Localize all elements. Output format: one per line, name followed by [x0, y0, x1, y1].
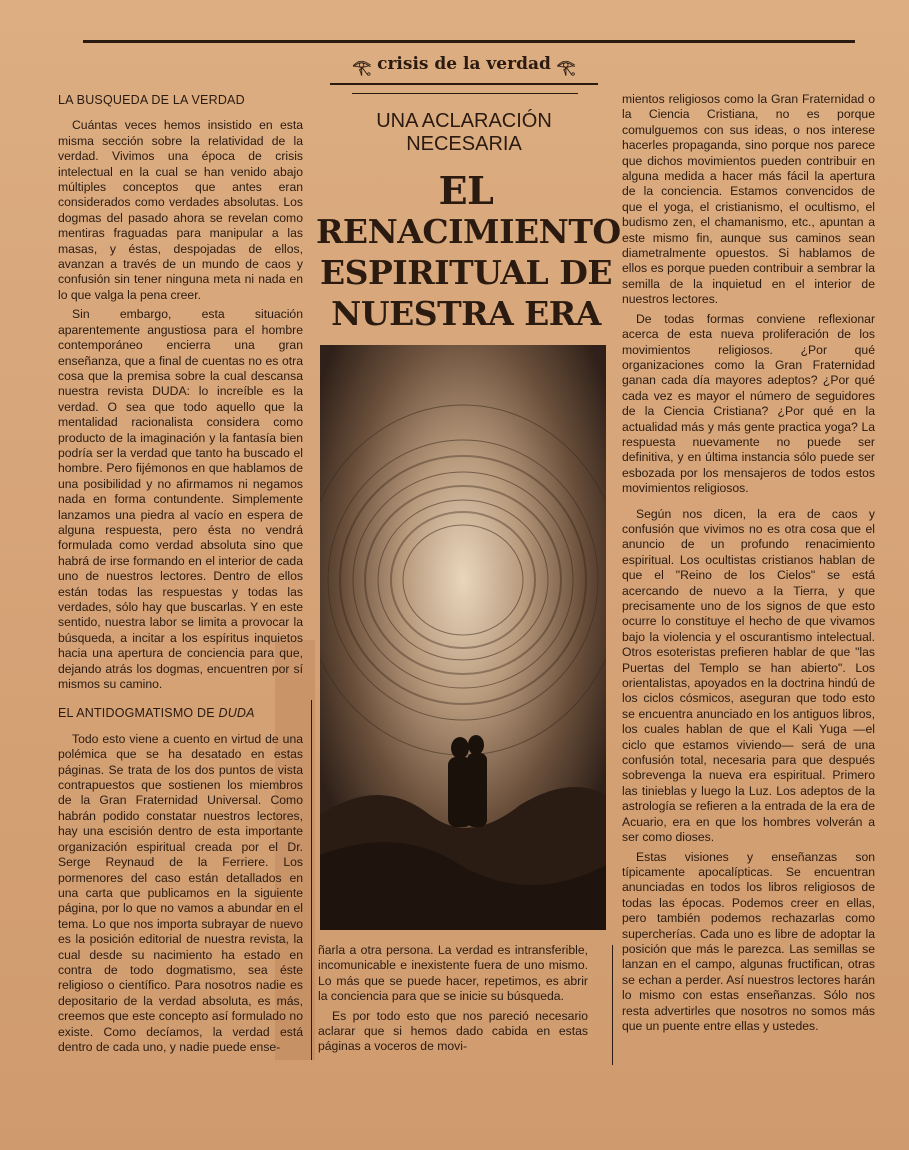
column-left: [58, 93, 303, 1059]
heading-text: EL ANTIDOGMATISMO DE: [58, 706, 219, 721]
section-header: [338, 52, 590, 80]
header-rule: [330, 83, 598, 85]
paragraph: Todo esto viene a cuento en virtud de una polémica que se ha desatado en estas páginas. Se trata de los dos puntos de vista contrapuestos que sostienen los miembros de la Gran Fraternidad Universal. Como habrán podido constatar nuestros lectores, hay una escisión dentro de esta importante organización espiritual creada por el Dr. Serge Reynaud de la Ferriere. Los pormenores del caso están detallados en una carta que publicamos en la siguiente página, por lo que no vamos a abundar en el tema. Lo que nos importa subrayar de nuevo es la posición editorial de nuestra revista, la cual desde su nacimiento ha estado en contra de todo dogmatismo, sea éste religioso o científico. Para nosotros nadie es depositario de la verdad absoluta, es más, creemos que este concepto así formulado no existe. Como decíamos, la verdad está dentro de cada uno, y nadie puede ense-: [58, 731, 303, 1054]
column-divider: [612, 945, 613, 1065]
top-rule: [83, 40, 855, 43]
eye-of-horus-icon: 𓂀: [352, 58, 372, 76]
paragraph: Estas visiones y enseñanzas son típicamente apocalípticas. Se encuentran anunciadas en todos los libros religiosos de todas las épocas. Podemos creer en ellas, pero también podemos rechazarlas como supercherías. Cada uno es libre de adoptar la posición que más le parezca. Las semillas se lanzan en el campo, algunas fructifican, otras se echan a perder. Así nuestros lectores harán lo mismo con estas enseñanzas. Sólo nos resta advertirles que nosotros no somos más que un puente entre ellas y ustedes.: [622, 849, 875, 1033]
subtitle-line: UNA ACLARACIÓN: [376, 110, 552, 132]
column-right: [622, 92, 875, 1038]
header-rule-thin: [352, 93, 578, 94]
title-line: RENACIMIENTO: [316, 212, 621, 251]
heading-busqueda: LA BUSQUEDA DE LA VERDAD: [58, 93, 245, 107]
title-line: NUESTRA ERA: [331, 294, 601, 333]
column-divider: [311, 700, 312, 1060]
paragraph: Sin embargo, esta situación aparentemente angustiosa para el hombre contemporáneo encierra una gran enseñanza, que a final de cuentas no es otra cosa que la premisa sobre la cual descansa nuestra revista DUDA: lo increíble es la verdad. O sea que todo aquello que la mentalidad racionalista considera como producto de la imaginación y la fantasía bien podría ser la verdad que tanto ha buscado el hombre. Pero fijémonos en que hablamos de una posibilidad y no afirmamos ni negamos nada en forma contundente. Simplemente lanzamos una piedra al vacío en espera de alguna respuesta, pero ésta no vendrá formulada como verdad absoluta sino que habrá de irse formando en el interior de cada uno de nuestros lectores. Dentro de ellos están todas las respuestas y todas las verdades, sólo hay que buscarlas. Y en este sentido, nuestra labor se limita a provocar la búsqueda, a incitar a los espíritus inquietos hacia una apertura de conciencia para que, dejando atrás los dogmas, encuentren por sí mismos su camino.: [58, 307, 303, 692]
paragraph: mientos religiosos como la Gran Fraternidad o la Ciencia Cristiana, no es porque comulguemos con sus ideas, o nos interese hacerles propaganda, sino porque nos parece que dichos movimientos pueden contribuir en alguna medida a hacer más fácil la apertura de la conciencia. Estamos convencidos de que el yoga, el cristianismo, el ocultismo, el budismo zen, el chamanismo, etc., apuntan a este mismo fin, aunque sus caminos sean diametralmente opuestos. Si hablamos de ellos es porque pueden contribuir a sembrar la semilla de la inquietud en el interior de nuestros lectores.: [622, 92, 875, 307]
article-title: [316, 168, 621, 334]
article-subtitle: [330, 110, 598, 156]
paragraph: ñarla a otra persona. La verdad es intransferible, incomunicable e inexistente fuera de uno mismo. Lo más que se puede hacer, repetimos, es abrir la conciencia para que se inicie su búsqueda.: [318, 943, 588, 1004]
title-line: ESPIRITUAL DE: [320, 253, 612, 292]
spiritual-vortex-illustration: [320, 345, 606, 930]
heading-emphasis: DUDA: [218, 706, 255, 721]
section-title: crisis de la verdad: [377, 54, 551, 74]
subtitle-line: NECESARIA: [406, 133, 522, 155]
paragraph: De todas formas conviene reflexionar acerca de esta nueva proliferación de los movimientos religiosos. ¿Por qué organizaciones como la Gran Fraternidad ganan cada día mayores adeptos? ¿Por qué cada vez es mayor el número de seguidores de la Ciencia Cristiana? ¿Por qué en la actualidad más y más gente practica yoga? La respuesta nuevamente no puede ser definitiva, y en última instancia sólo puede ser esbozada por los mensajeros de todos estos movimientos religiosos.: [622, 311, 875, 496]
paragraph: Es por todo esto que nos pareció necesario aclarar que si hemos dado cabida en estas páginas a voceros de movi-: [318, 1008, 588, 1054]
eye-of-horus-icon: 𓂀: [556, 58, 576, 76]
engraving-image: [320, 345, 606, 930]
title-line: EL: [438, 168, 494, 213]
column-center: [318, 943, 588, 1059]
paragraph: Cuántas veces hemos insistido en esta misma sección sobre la relatividad de la verdad. Vivimos una época de crisis intelectual en la cual se han venido abajo múltiples conceptos que antes eran considerados como verdades absolutas. Los dogmas del pasado ahora se revelan como mentiras fraguadas para manipular a las masas, y éstas, despojadas de ellos, avanzan a través de un mundo de caos y confusión sin tener ninguna meta ni nada en lo que valga la pena creer.: [58, 118, 303, 302]
heading-antidogmatismo: [58, 706, 303, 721]
paragraph: Según nos dicen, la era de caos y confusión que vivimos no es otra cosa que el anuncio de un profundo renacimiento espiritual. Los ocultistas cristianos hablan de que el "Reino de los Cielos" se está acercando de nuevo a la Tierra, y que precisamente uno de los signos de que esto ocurre lo constituye el hecho de que vivamos bajo la violencia y el oscurantismo intelectual. Otros esoteristas prefieren hablar de que "las Puertas del Templo se han abierto". Los orientalistas, apoyados en la doctrina hindú de los ciclos cósmicos, aseguran que todo esto se encuentra anunciado en los antiguos libros, los cuales hablan de que el Kali Yuga —el ciclo que estamos viviendo— será de una confusión total, necesaria para que después sobrevenga la nueva era espiritual. Primero las tinieblas y luego la Luz. Los adeptos de la astrología se refieren a la entrada de la era de Acuario, era en que los hombres volverán a ser como dioses.: [622, 506, 875, 845]
